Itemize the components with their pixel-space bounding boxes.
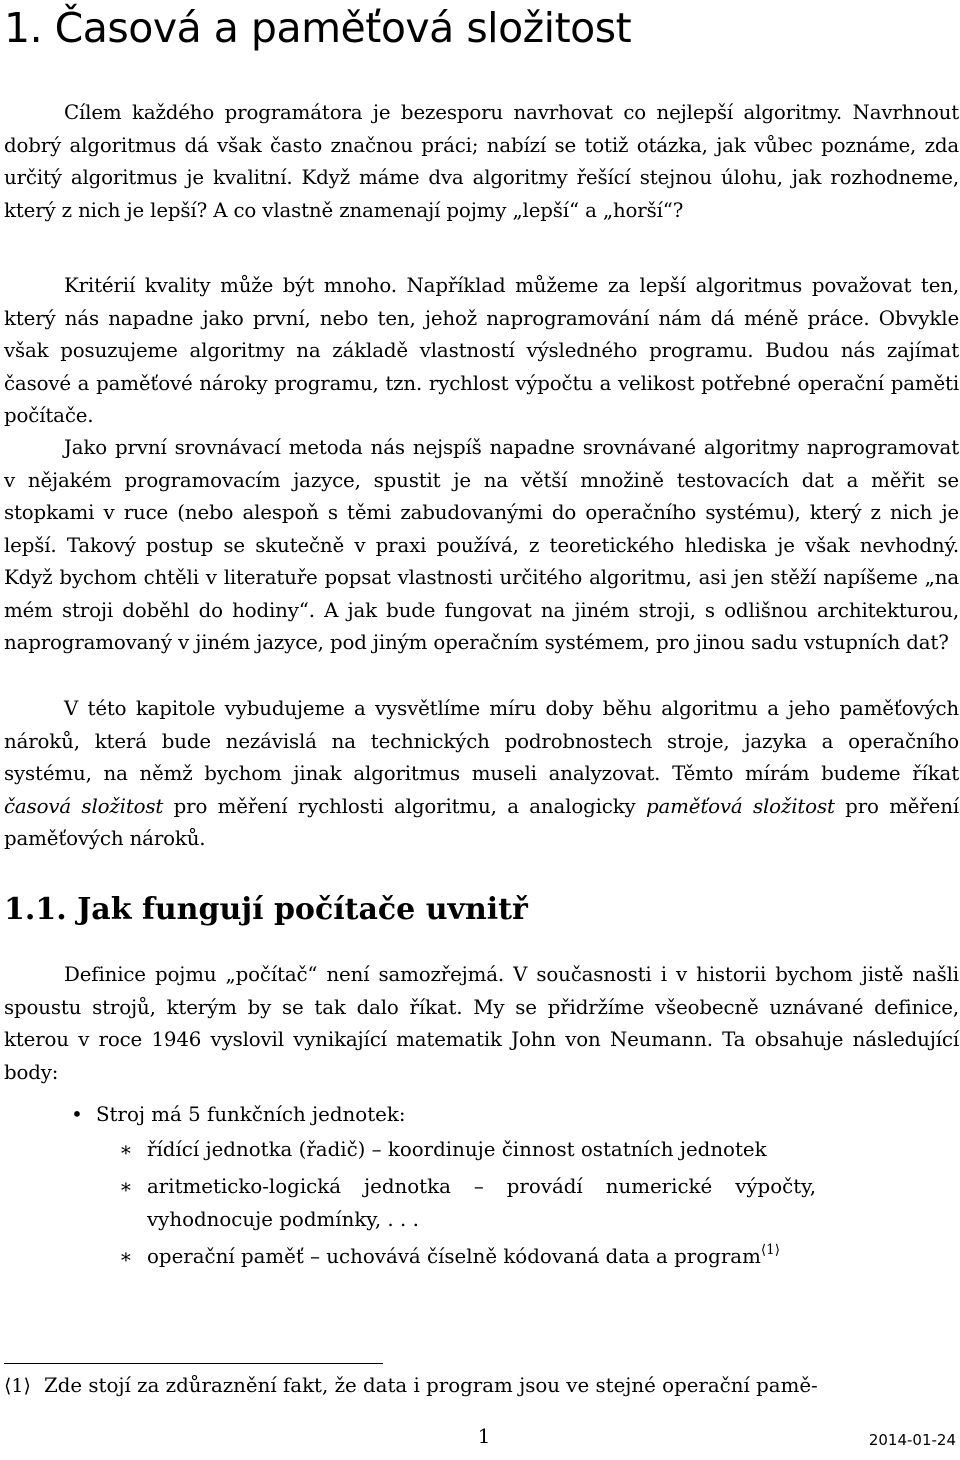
- bullet-icon: •: [71, 1103, 83, 1126]
- footnote: [4, 1370, 959, 1402]
- footnote-divider: [4, 1363, 383, 1364]
- intro-paragraph-4-part-c: pro měření paměťových nároků.: [4, 794, 959, 850]
- sub-list: [96, 1134, 816, 1274]
- asterisk-icon: ∗: [119, 1137, 133, 1161]
- intro-paragraph-4: [4, 693, 959, 856]
- sub-list-item-text: řídící jednotka (řadič) – koordinuje činnost ostatních jednotek: [147, 1137, 767, 1161]
- chapter-title: 1. Časová a paměťová složitost: [4, 4, 632, 52]
- sub-list-item: [96, 1241, 816, 1274]
- definition-list: [71, 1099, 856, 1279]
- sub-list-item-text: aritmeticko-logická jednotka – provádí numerické výpočty, vyhodnocuje podmínky, . . .: [147, 1175, 816, 1231]
- list-item: [71, 1099, 856, 1274]
- sub-list-item: [96, 1171, 816, 1236]
- footnote-text: Zde stojí za zdůraznění fakt, že data i program jsou ve stejné operační pamě-: [44, 1374, 818, 1397]
- asterisk-icon: ∗: [119, 1245, 133, 1268]
- intro-paragraph-1: Cílem každého programátora je bezesporu navrhovat co nejlepší algoritmy. Navrhnout dobrý algoritmus dá však často značnou práci; nabízí se totiž otázka, jak vůbec poznáme, zda určitý algoritmus je kvalitní. Když máme dva algoritmy řešící stejnou úlohu, jak rozhodneme, který z nich je lepší? A co vlastně znamenají pojmy „lepší“ a „horší“?: [4, 101, 959, 222]
- section-title: 1.1. Jak fungují počítače uvnitř: [4, 892, 528, 927]
- term-time-complexity: časová složitost: [4, 794, 164, 818]
- footnote-reference[interactable]: ⟨1⟩: [760, 1242, 780, 1258]
- sub-list-item: [96, 1134, 816, 1167]
- asterisk-icon: ∗: [119, 1175, 133, 1198]
- list-item-label: Stroj má 5 funkčních jednotek:: [96, 1103, 406, 1126]
- page-date: 2014-01-24: [868, 1431, 956, 1449]
- page-number: 1: [477, 1425, 491, 1448]
- section-paragraph-1: Definice pojmu „počítač“ není samozřejmá. V současnosti i v historii bychom jistě našli spoustu strojů, kterým by se tak dalo říkat. My se přidržíme všeobecně uznávané definice, kterou v roce 1946 vyslovil vynikající matematik John von Neumann. Ta obsahuje následující body:: [4, 963, 959, 1084]
- intro-paragraph-4-part-b: pro měření rychlosti algoritmu, a analogicky: [163, 794, 647, 818]
- intro-paragraph-4-part-a: V této kapitole vybudujeme a vysvětlíme míru doby běhu algoritmu a jeho paměťových nároků, která bude nezávislá na technických podrobnostech stroje, jazyka a operačního systému, na němž bychom jinak algoritmus museli analyzovat. Těmto mírám budeme říkat: [4, 697, 959, 785]
- term-space-complexity: paměťová složitost: [646, 794, 835, 818]
- footnote-mark: ⟨1⟩: [4, 1375, 31, 1397]
- intro-paragraph-3: Jako první srovnávací metoda nás nejspíš napadne srovnávané algoritmy naprogramovat v nějakém programovacím jazyce, spustit je na větší množině testovacích dat a měřit se stopkami v ruce (nebo alespoň s těmi zabudovanými do operačního systému), který z nich je lepší. Takový postup se skutečně v praxi používá, z teoretického hlediska je však nevhodný. Když bychom chtěli v literatuře popsat vlastnosti určitého algoritmu, asi jen stěží napíšeme „na mém stroji doběhl do hodiny“. A jak bude fungovat na jiném stroji, s odlišnou architekturou, naprogramovaný v jiném jazyce, pod jiným operačním systémem, pro jinou sadu vstupních dat?: [4, 436, 959, 654]
- sub-list-item-text: operační paměť – uchovává číselně kódovaná data a program: [147, 1245, 761, 1268]
- intro-paragraph-2: Kritérií kvality může být mnoho. Například můžeme za lepší algoritmus považovat ten, který nás napadne jako první, nebo ten, jehož naprogramování nám dá méně práce. Obvykle však posuzujeme algoritmy na základě vlastností výsledného programu. Budou nás zajímat časové a paměťové nároky programu, tzn. rychlost výpočtu a velikost potřebné operační paměti počítače.: [4, 274, 959, 427]
